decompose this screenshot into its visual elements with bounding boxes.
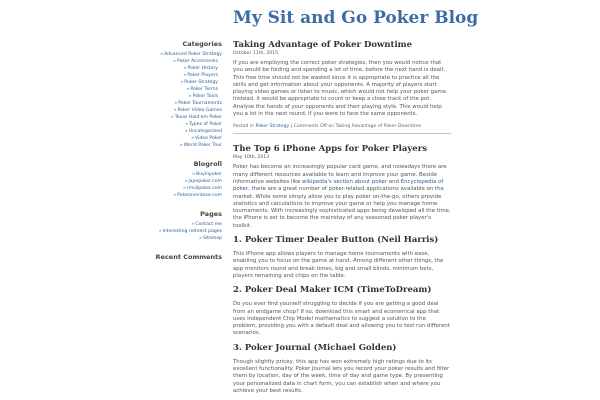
bullet-icon: » xyxy=(173,193,177,198)
category-item-poker-tools xyxy=(130,93,222,100)
post-intro xyxy=(233,164,451,230)
bullet-icon: » xyxy=(183,73,187,78)
category-item-poker-terms xyxy=(130,86,222,93)
post-1 xyxy=(233,40,451,134)
post-title[interactable]: Taking Advantage of Poker Downtime xyxy=(233,40,413,50)
bullet-icon: » xyxy=(180,80,184,85)
blogroll-item-buyinpoker xyxy=(130,171,222,178)
category-item-link[interactable]: Poker Tournaments xyxy=(178,101,222,106)
bullet-icon: » xyxy=(173,108,177,113)
category-item-link[interactable]: Uncategorized xyxy=(188,129,222,134)
wikipedia-link[interactable]: wikipedia's section about poker xyxy=(301,178,388,185)
category-item-poker-tournaments xyxy=(130,100,222,107)
category-item-link[interactable]: Video Poker xyxy=(195,136,222,141)
bullet-icon: » xyxy=(191,136,195,141)
blogroll-item-link[interactable]: Buyinpoker xyxy=(196,172,222,177)
category-item-link[interactable]: Texas Hold'em Poker xyxy=(174,115,222,120)
blogroll-heading: Blogroll xyxy=(193,160,222,168)
bullet-icon: » xyxy=(158,229,162,234)
page-item-interesting-redirect-pages xyxy=(130,228,222,235)
pages-list xyxy=(130,221,222,242)
category-item-link[interactable]: Poker Strategy xyxy=(184,80,218,85)
post-date: October 11th, 2015 xyxy=(233,51,279,56)
blogroll-item-rmsilpoker-com xyxy=(130,185,222,192)
intro-and: and xyxy=(388,178,399,185)
blog-title[interactable]: My Sit and Go Poker Blog xyxy=(233,8,479,28)
comments-status: Comments Off on Taking Advantage of Poker Downtime xyxy=(293,124,422,130)
section-heading: 1. Poker Timer Dealer Button (Neil Harris) xyxy=(233,235,439,246)
bullet-icon: » xyxy=(183,186,186,191)
blogroll-item-link[interactable]: Pokeroverdose.com xyxy=(177,193,222,198)
bullet-icon: » xyxy=(188,94,192,99)
category-item-link[interactable]: Advanced Poker Strategy xyxy=(164,52,222,57)
bullet-icon: » xyxy=(191,222,195,227)
category-item-poker-video-games xyxy=(130,107,222,114)
category-item-link[interactable]: Poker Accessories xyxy=(176,59,218,64)
blogroll-item-link[interactable]: japepoker.com xyxy=(188,179,222,184)
post-body: If you are employing the correct poker strategies, then you would notice that you would be folding and spending a lot of time, before the next hand is dealt. This free time should not be wasted since it is appropriate to practice all the skills and get information about your opponents. A majority of players start playing video games or listen to music, which would not help your poker game. Instead, it would be appropriate to count or keep a close track of the pot. Analyse the hands of your opponents and their playing style. This would help you a lot in the next round, if you were to face the same opponents. xyxy=(233,60,448,118)
category-item-poker-history xyxy=(130,65,222,72)
page-item-contact-me xyxy=(130,221,222,228)
bullet-icon: » xyxy=(170,115,174,120)
bullet-icon: » xyxy=(184,179,188,184)
category-item-link[interactable]: Poker Terms xyxy=(190,87,218,92)
bullet-icon: » xyxy=(199,236,202,241)
section-text: This iPhone app allows players to manage home tournaments with ease, enabling you to focus on the game at hand. Among different other things, the app monitors round and break times, big and small blinds, minimum bets, players remaining and chips on the table. xyxy=(233,251,444,279)
section-heading: 3. Poker Journal (Michael Golden) xyxy=(233,342,397,353)
category-item-link[interactable]: Poker History xyxy=(187,66,218,71)
category-item-poker-accessories xyxy=(130,58,222,65)
bullet-icon: » xyxy=(184,129,188,134)
bullet-icon: » xyxy=(183,66,187,71)
intro-text: Poker has become an increasingly popular card game, and nowadays there are many different resources available to learn and improve your game. Beside informative websites like xyxy=(233,164,447,185)
category-item-poker-strategy xyxy=(130,79,222,86)
category-item-world-poker-tour xyxy=(130,142,222,149)
main-content xyxy=(233,40,451,400)
categories-list xyxy=(130,51,222,149)
page-item-link[interactable]: Contact me xyxy=(195,222,222,227)
page-item-link[interactable]: Sitemap xyxy=(202,236,222,241)
blogroll-item-japepoker-com xyxy=(130,178,222,185)
meta-separator: | xyxy=(290,124,293,130)
section-text: Do you ever find yourself struggling to decide if you are getting a good deal from an endgame chop? If so, download this smart and economical app that uses Independent Chip Model mathematics to suggest a solution to the problem, providing you with a default deal and allowing you to test run different scenarios. xyxy=(233,301,450,337)
bullet-icon: » xyxy=(179,143,183,148)
sidebar xyxy=(130,40,222,264)
category-item-link[interactable]: Poker Tools xyxy=(192,94,218,99)
post-sections xyxy=(233,235,451,395)
section-text: Though slightly pricey, this app has won extremely high ratings due to its excellent functionality. Poker Journal lets you record your poker results and filter them by location, day of the week, time of day and game type. By presenting your personalized data in chart form, you can establish when and where you achieve your best results. xyxy=(233,358,450,394)
bullet-icon: » xyxy=(160,52,164,57)
category-item-video-poker xyxy=(130,135,222,142)
pages-heading: Pages xyxy=(200,210,222,218)
blogroll-item-pokeroverdose-com xyxy=(130,192,222,199)
post-date: May 10th, 2013 xyxy=(233,155,270,161)
bullet-icon: » xyxy=(186,87,190,92)
blogroll-item-link[interactable]: rmsilpoker.com xyxy=(186,186,222,191)
blogroll-list xyxy=(130,171,222,199)
post-meta xyxy=(233,123,451,134)
bullet-icon: » xyxy=(174,101,178,106)
category-item-poker-players xyxy=(130,72,222,79)
bullet-icon: » xyxy=(173,59,176,64)
category-item-link[interactable]: Types of Poker xyxy=(189,122,222,127)
category-item-texas-hold-em-poker xyxy=(130,114,222,121)
section-heading: 2. Poker Deal Maker ICM (TimeToDream) xyxy=(233,285,432,296)
recent-comments-heading: Recent Comments xyxy=(155,253,222,261)
category-item-link[interactable]: World Poker Tour xyxy=(183,143,222,148)
category-item-advanced-poker-strategy xyxy=(130,51,222,58)
bullet-icon: » xyxy=(192,172,196,177)
category-link[interactable]: Poker Strategy xyxy=(255,124,290,130)
category-item-types-of-poker xyxy=(130,121,222,128)
category-item-uncategorized xyxy=(130,128,222,135)
page-item-sitemap xyxy=(130,235,222,242)
post-2 xyxy=(233,144,451,395)
category-item-link[interactable]: Poker Players xyxy=(187,73,218,78)
intro-text-2: , there are a great number of poker-related applications available on the market. While some simply allow you to play poker on-the-go, others provide statistics and calculations to improve your game or help you manage home tournaments. With increasingly sophisticated apps being developed all the time, the iPhone is set to become the mainstay of any seasoned poker player's toolkit. xyxy=(233,186,451,229)
encyclopedia-link[interactable]: Encyclopedia of poker xyxy=(233,178,444,193)
meta-prefix: Posted in xyxy=(233,124,255,130)
post-title[interactable]: The Top 6 iPhone Apps for Poker Players xyxy=(233,144,427,155)
categories-heading: Categories xyxy=(182,40,222,48)
category-item-link[interactable]: Poker Video Games xyxy=(177,108,222,113)
bullet-icon: » xyxy=(185,122,189,127)
page-item-link[interactable]: Interesting redirect pages xyxy=(162,229,222,234)
